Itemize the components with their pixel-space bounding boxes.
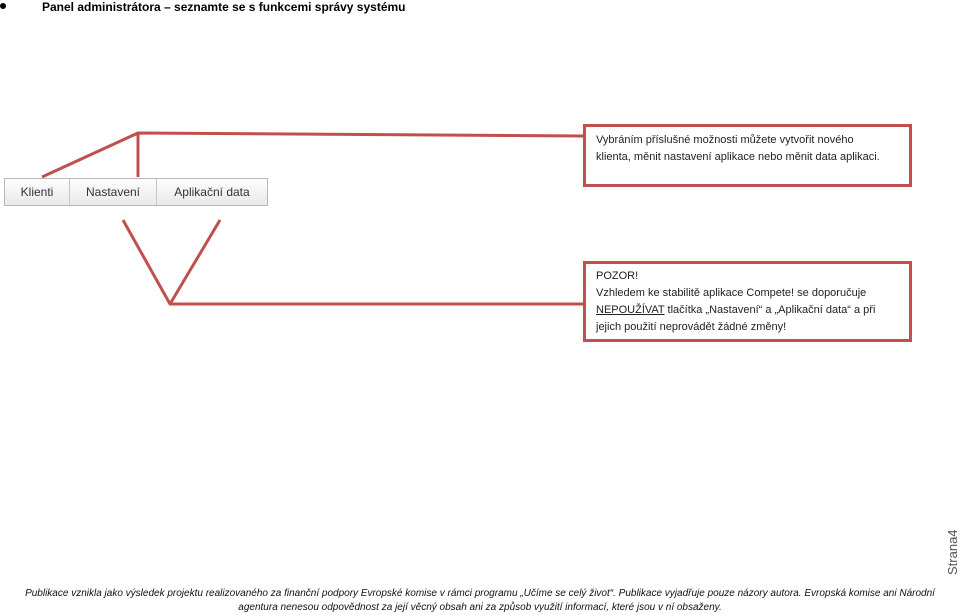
info-line-2: klienta, měnit nastavení aplikace nebo měnit data aplikaci. <box>596 151 880 163</box>
footer-line-2: agentura nenesou odpovědnost za její věcný obsah ani za způsob využití informací, které jsou v ní obsaženy. <box>238 602 722 613</box>
warning-line-2-rest: tlačítka „Nastavení“ a „Aplikační data“ a při <box>664 304 876 316</box>
warning-emphasis: NEPOUŽÍVAT <box>596 304 665 316</box>
heading-text: Panel administrátora – seznamte se s funkcemi správy systému <box>42 0 406 14</box>
warning-line-1: Vzhledem ke stabilitě aplikace Compete! se doporučuje <box>596 287 867 299</box>
warning-title: POZOR! <box>596 270 639 282</box>
tab-aplikacni-data[interactable]: Aplikační data <box>174 185 250 199</box>
footer-line-1: Publikace vznikla jako výsledek projektu realizovaného za finanční podpory Evropské komise v rámci programu „Učíme se celý život“. Publikace vyjadřuje pouze názory autora. Evropská komise ani Národní <box>25 588 935 599</box>
tab-nastaveni[interactable]: Nastavení <box>85 185 141 199</box>
warning-line-3: jejich použití neprovádět žádné změny! <box>596 321 787 333</box>
info-line-1: Vybráním příslušné možnosti můžete vytvořit nového <box>596 134 854 146</box>
page-number: Strana4 <box>945 529 960 575</box>
admin-toolbar <box>4 178 268 206</box>
connector-line-warning <box>123 220 220 304</box>
warning-line-2 <box>596 302 899 319</box>
warning-callout <box>583 261 912 342</box>
footer <box>0 587 960 615</box>
connector-line-info <box>42 133 583 177</box>
info-callout <box>583 124 912 187</box>
tab-klienti[interactable]: Klienti <box>20 185 54 199</box>
